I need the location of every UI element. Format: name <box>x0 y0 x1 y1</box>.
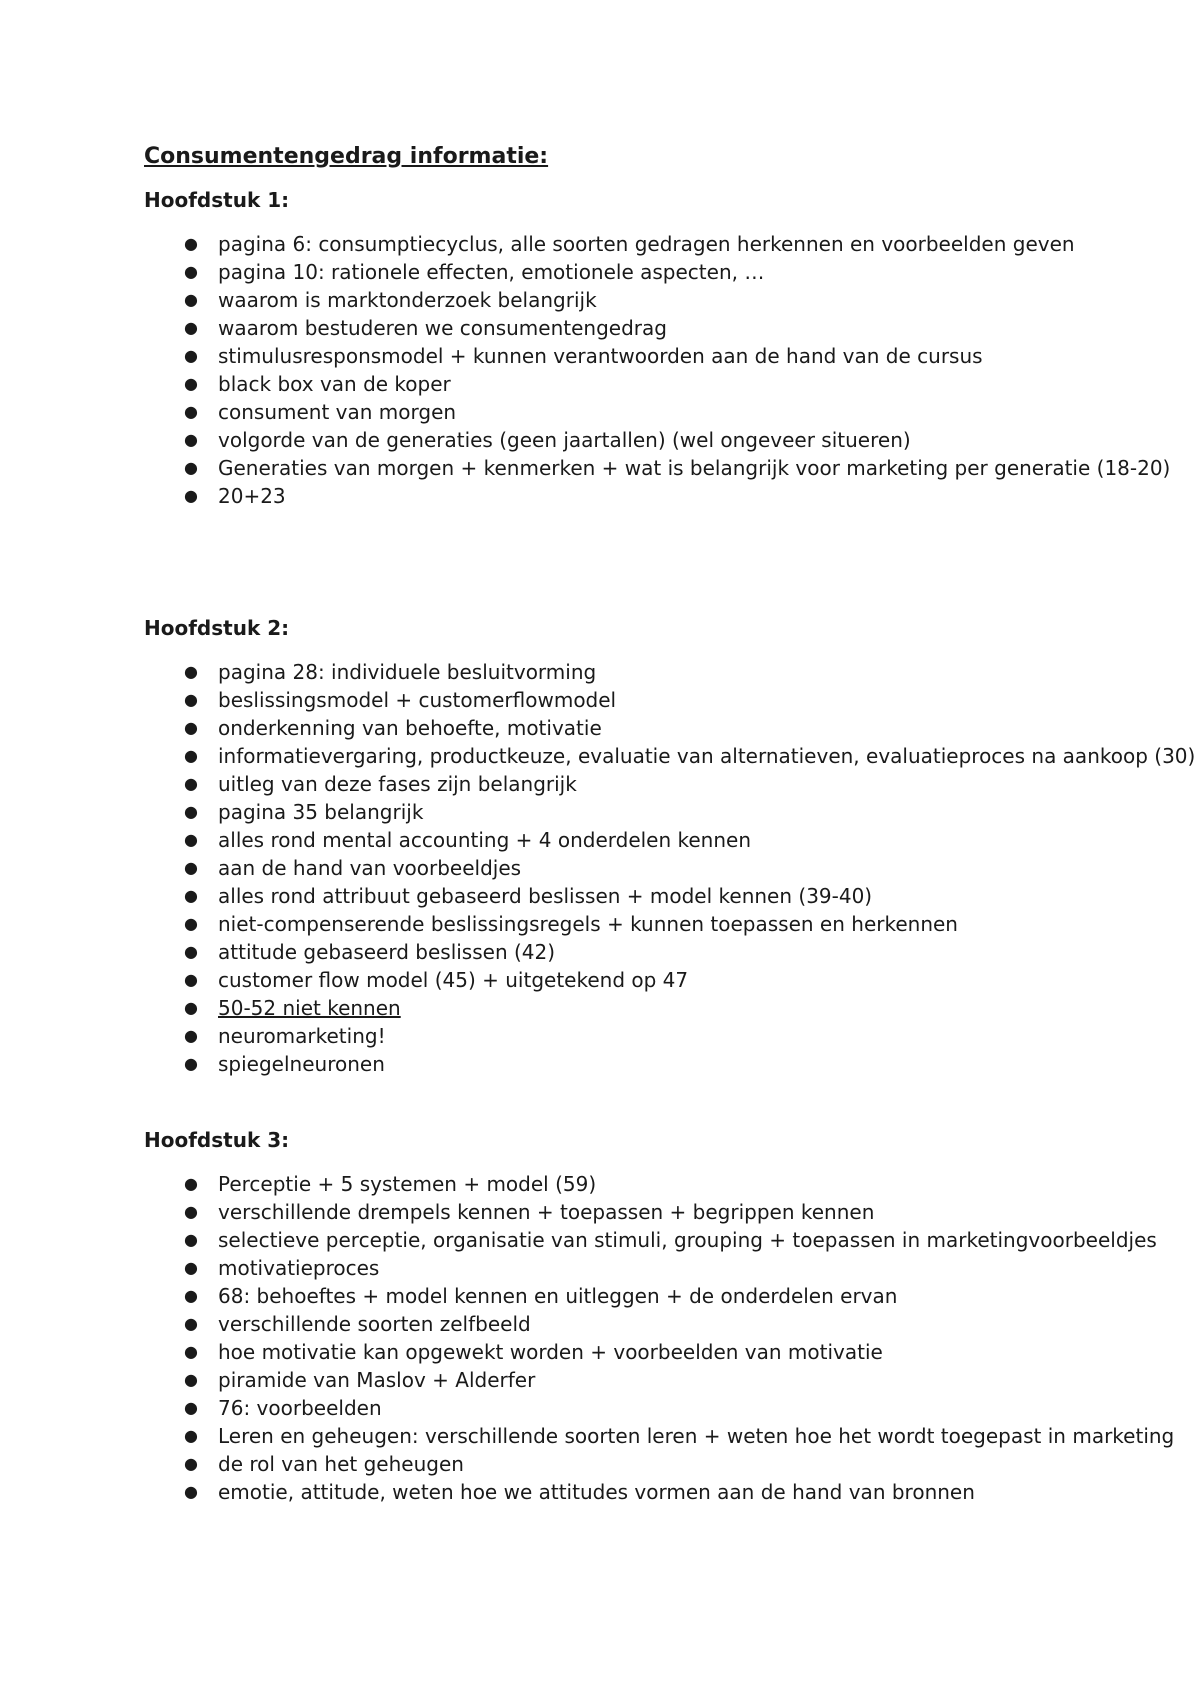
bullet-icon: ● <box>184 802 198 821</box>
bullet-icon: ● <box>184 746 198 765</box>
bullet-icon: ● <box>184 1342 198 1361</box>
list-item: ● hoe motivatie kan opgewekt worden + voorbeelden van motivatie <box>184 1340 883 1364</box>
bullet-icon: ● <box>184 1230 198 1249</box>
section-hoofdstuk-2 <box>144 614 1196 1078</box>
list-item: ● neuromarketing! <box>184 1024 386 1048</box>
bullet-list <box>144 230 1171 510</box>
bullet-icon: ● <box>184 346 198 365</box>
section-hoofdstuk-3 <box>144 1126 1175 1506</box>
bullet-icon: ● <box>184 262 198 281</box>
list-item: ● 76: voorbeelden <box>184 1396 382 1420</box>
list-item: ● aan de hand van voorbeeldjes <box>184 856 522 880</box>
list-item: ● emotie, attitude, weten hoe we attitudes vormen aan de hand van bronnen <box>184 1480 975 1504</box>
bullet-icon: ● <box>184 1202 198 1221</box>
bullet-icon: ● <box>184 970 198 989</box>
bullet-icon: ● <box>184 1398 198 1417</box>
list-item: ● motivatieproces <box>184 1256 380 1280</box>
list-item: ● 68: behoeftes + model kennen en uitleggen + de onderdelen ervan <box>184 1284 898 1308</box>
bullet-list <box>144 1170 1175 1506</box>
bullet-icon: ● <box>184 430 198 449</box>
list-item: ● onderkenning van behoefte, motivatie <box>184 716 602 740</box>
list-item: ● beslissingsmodel + customerflowmodel <box>184 688 617 712</box>
section-heading: Hoofdstuk 2: <box>144 616 290 640</box>
list-item: ● pagina 35 belangrijk <box>184 800 424 824</box>
list-item: ● pagina 28: individuele besluitvorming <box>184 660 597 684</box>
bullet-icon: ● <box>184 234 198 253</box>
bullet-icon: ● <box>184 886 198 905</box>
list-item: ● alles rond mental accounting + 4 onderdelen kennen <box>184 828 752 852</box>
bullet-icon: ● <box>184 1370 198 1389</box>
list-item: ● 20+23 <box>184 484 286 508</box>
list-item: ● volgorde van de generaties (geen jaartallen) (wel ongeveer situeren) <box>184 428 911 452</box>
bullet-icon: ● <box>184 942 198 961</box>
list-item: ● niet-compenserende beslissingsregels + kunnen toepassen en herkennen <box>184 912 958 936</box>
list-item: ● Leren en geheugen: verschillende soorten leren + weten hoe het wordt toegepast in marketing <box>184 1424 1175 1448</box>
list-item: ● piramide van Maslov + Alderfer <box>184 1368 536 1392</box>
list-item: ● waarom is marktonderzoek belangrijk <box>184 288 597 312</box>
bullet-icon: ● <box>184 290 198 309</box>
list-item: ● verschillende drempels kennen + toepassen + begrippen kennen <box>184 1200 875 1224</box>
list-item: ● stimulusresponsmodel + kunnen verantwoorden aan de hand van de cursus <box>184 344 983 368</box>
list-item: ● alles rond attribuut gebaseerd beslissen + model kennen (39-40) <box>184 884 873 908</box>
list-item: ● Perceptie + 5 systemen + model (59) <box>184 1172 597 1196</box>
list-item: ● 50-52 niet kennen <box>184 996 401 1020</box>
bullet-icon: ● <box>184 1054 198 1073</box>
list-item: ● waarom bestuderen we consumentengedrag <box>184 316 667 340</box>
bullet-icon: ● <box>184 486 198 505</box>
bullet-list <box>144 658 1196 1078</box>
bullet-icon: ● <box>184 402 198 421</box>
bullet-icon: ● <box>184 1174 198 1193</box>
list-item: ● spiegelneuronen <box>184 1052 385 1076</box>
list-item: ● pagina 10: rationele effecten, emotionele aspecten, … <box>184 260 765 284</box>
section-heading: Hoofdstuk 1: <box>144 188 290 212</box>
bullet-icon: ● <box>184 1454 198 1473</box>
bullet-icon: ● <box>184 718 198 737</box>
bullet-icon: ● <box>184 662 198 681</box>
bullet-icon: ● <box>184 458 198 477</box>
list-item: ● de rol van het geheugen <box>184 1452 464 1476</box>
bullet-icon: ● <box>184 1258 198 1277</box>
bullet-icon: ● <box>184 858 198 877</box>
list-item: ● black box van de koper <box>184 372 451 396</box>
list-item: ● informatievergaring, productkeuze, evaluatie van alternatieven, evaluatieproces na aankoop (30) <box>184 744 1196 768</box>
bullet-icon: ● <box>184 1286 198 1305</box>
bullet-icon: ● <box>184 998 198 1017</box>
list-item: ● uitleg van deze fases zijn belangrijk <box>184 772 577 796</box>
list-item: ● selectieve perceptie, organisatie van stimuli, grouping + toepassen in marketingvoorbeeldjes <box>184 1228 1157 1252</box>
list-item: ● customer flow model (45) + uitgetekend op 47 <box>184 968 689 992</box>
bullet-icon: ● <box>184 830 198 849</box>
list-item: ● attitude gebaseerd beslissen (42) <box>184 940 556 964</box>
bullet-icon: ● <box>184 1026 198 1045</box>
bullet-icon: ● <box>184 914 198 933</box>
section-hoofdstuk-1 <box>144 186 1171 510</box>
document-title: Consumentengedrag informatie: <box>144 144 549 169</box>
bullet-icon: ● <box>184 318 198 337</box>
list-item: ● Generaties van morgen + kenmerken + wat is belangrijk voor marketing per generatie (18-20) <box>184 456 1171 480</box>
list-item: ● verschillende soorten zelfbeeld <box>184 1312 531 1336</box>
bullet-icon: ● <box>184 690 198 709</box>
list-item: ● consument van morgen <box>184 400 457 424</box>
list-item: ● pagina 6: consumptiecyclus, alle soorten gedragen herkennen en voorbeelden geven <box>184 232 1075 256</box>
bullet-icon: ● <box>184 1314 198 1333</box>
bullet-icon: ● <box>184 1426 198 1445</box>
bullet-icon: ● <box>184 374 198 393</box>
section-heading: Hoofdstuk 3: <box>144 1128 290 1152</box>
bullet-icon: ● <box>184 1482 198 1501</box>
bullet-icon: ● <box>184 774 198 793</box>
